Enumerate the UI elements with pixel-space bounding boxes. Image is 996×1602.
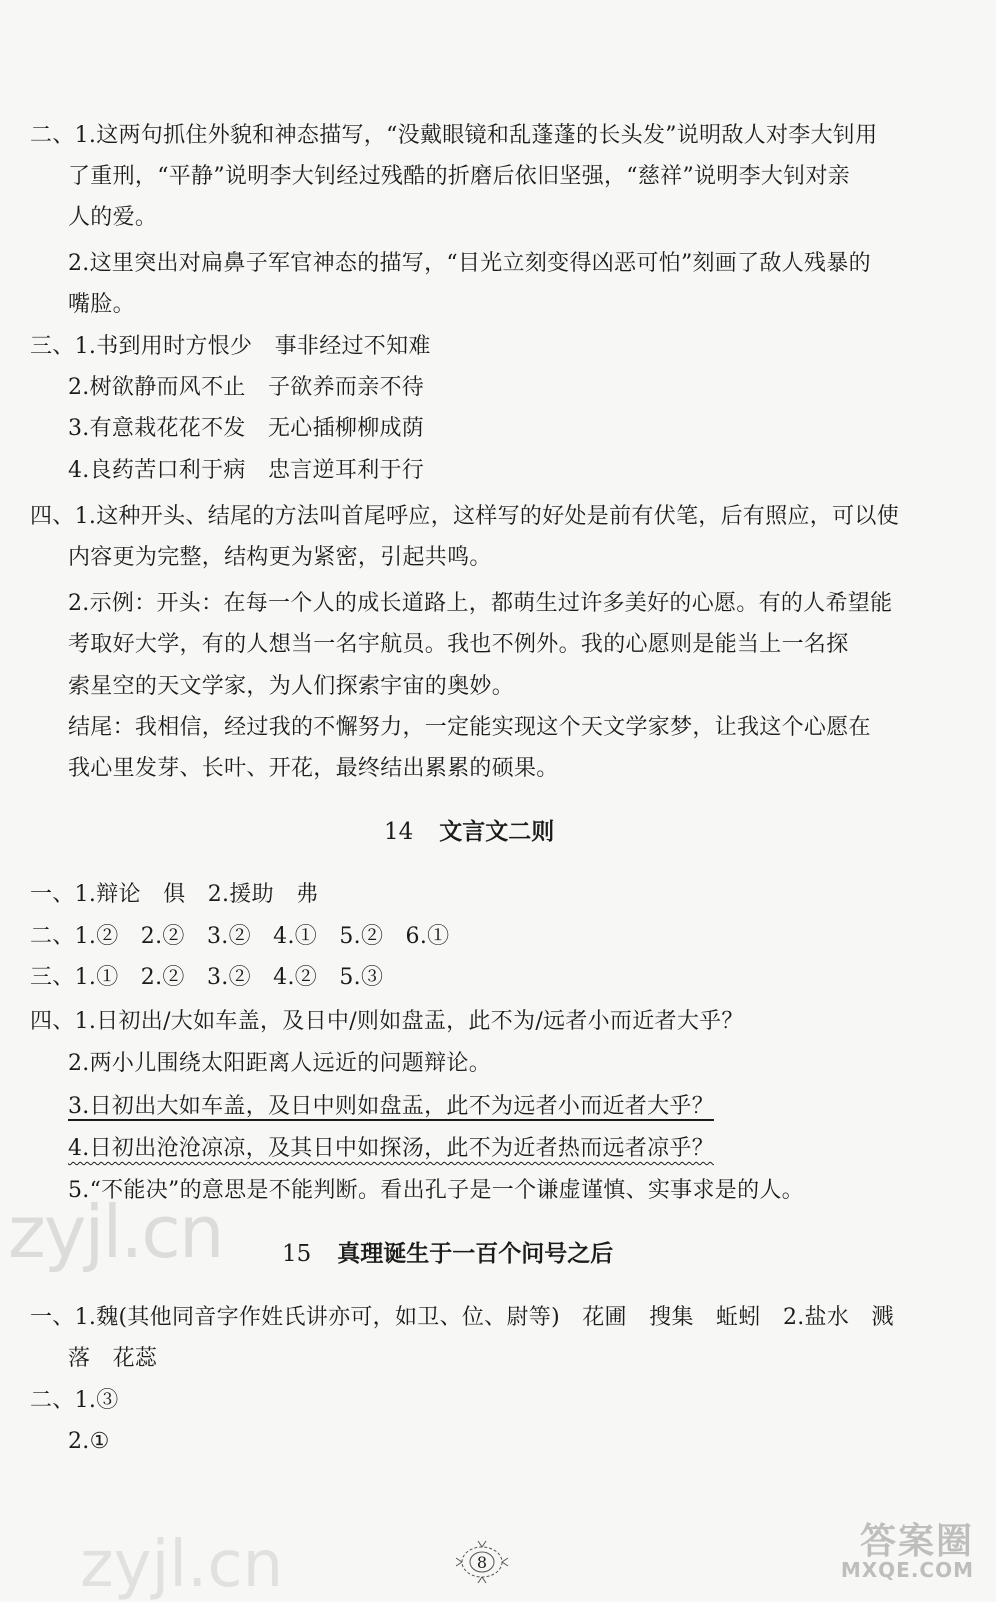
- answer-line: 2.两小儿围绕太阳距离人远近的问题辩论。: [68, 1051, 491, 1076]
- section-heading: [384, 817, 554, 847]
- answer-line: 二、1.③: [30, 1388, 119, 1413]
- answer-line: 四、1.这种开头、结尾的方法叫首尾呼应，这样写的好处是前有伏笔，后有照应，可以使: [30, 504, 899, 529]
- answer-line: 索星空的天文学家，为人们探索宇宙的奥妙。: [68, 674, 515, 699]
- answer-line: 四、1.日初出/大如车盖，及日中/则如盘盂，此不为/远者小而近者大乎？: [30, 1009, 744, 1034]
- section-title: 真理诞生于一百个问号之后: [337, 1241, 614, 1267]
- watermark: zyjl.cn: [80, 1528, 284, 1602]
- answer-line: 4.良药苦口利于病 忠言逆耳利于行: [68, 458, 425, 483]
- answer-line: 三、1.① 2.② 3.② 4.② 5.③: [30, 965, 384, 990]
- answer-line: 嘴脸。: [68, 292, 135, 317]
- site-logo: 答案圈 MXQE.COM: [840, 1521, 974, 1582]
- answer-line: 2.这里突出对扁鼻子军官神态的描写，“目光立刻变得凶恶可怕”刻画了敌人残暴的: [68, 251, 871, 276]
- answer-line: 人的爱。: [68, 205, 158, 230]
- answer-line: 2.①: [68, 1429, 110, 1454]
- underlined-answer: 3.日初出大如车盖，及日中则如盘盂，此不为远者小而近者大乎？: [68, 1094, 714, 1119]
- section-heading: [282, 1239, 613, 1269]
- answer-line: 了重刑，“平静”说明李大钊经过残酷的折磨后依旧坚强，“慈祥”说明李大钊对亲: [68, 164, 851, 189]
- section-number: 15: [282, 1241, 312, 1267]
- answer-line: 结尾：我相信，经过我的不懈努力，一定能实现这个天文学家梦，让我这个心愿在: [68, 715, 871, 740]
- answer-line: 5.“不能决”的意思是不能判断。看出孔子是一个谦虚谨慎、实事求是的人。: [68, 1178, 804, 1203]
- page-number: 8: [462, 1548, 502, 1576]
- answer-line: 内容更为完整，结构更为紧密，引起共鸣。: [68, 545, 492, 570]
- answer-line: 一、1.魏(其他同音字作姓氏讲亦可，如卫、位、尉等) 花圃 搜集 蚯蚓 2.盐水 溅: [30, 1305, 894, 1330]
- watermark: zyjl.cn: [8, 1190, 223, 1274]
- answer-line: 2.树欲静而风不止 子欲养而亲不待: [68, 375, 425, 400]
- answer-line: 二、1.这两句抓住外貌和神态描写，“没戴眼镜和乱蓬蓬的长头发”说明敌人对李大钊用: [30, 123, 878, 148]
- section-title: 文言文二则: [439, 819, 555, 845]
- answer-line: 落 花蕊: [68, 1346, 158, 1371]
- answer-line: 三、1.书到用时方恨少 事非经过不知难: [30, 334, 431, 359]
- answer-line: 一、1.辩论 俱 2.援助 弗: [30, 882, 319, 907]
- answer-line: 二、1.② 2.② 3.② 4.① 5.② 6.①: [30, 924, 450, 949]
- answer-line: 2.示例：开头：在每一个人的成长道路上，都萌生过许多美好的心愿。有的人希望能: [68, 591, 893, 616]
- wavy-underlined-answer: 4.日初出沧沧凉凉，及其日中如探汤，此不为近者热而远者凉乎？: [68, 1136, 714, 1161]
- section-number: 14: [384, 819, 414, 845]
- answer-line: 我心里发芽、长叶、开花，最终结出累累的硕果。: [68, 756, 559, 781]
- answer-line: 3.有意栽花花不发 无心插柳柳成荫: [68, 416, 425, 441]
- answer-line: 考取好大学，有的人想当一名宇航员。我也不例外。我的心愿则是能当上一名探: [68, 632, 849, 657]
